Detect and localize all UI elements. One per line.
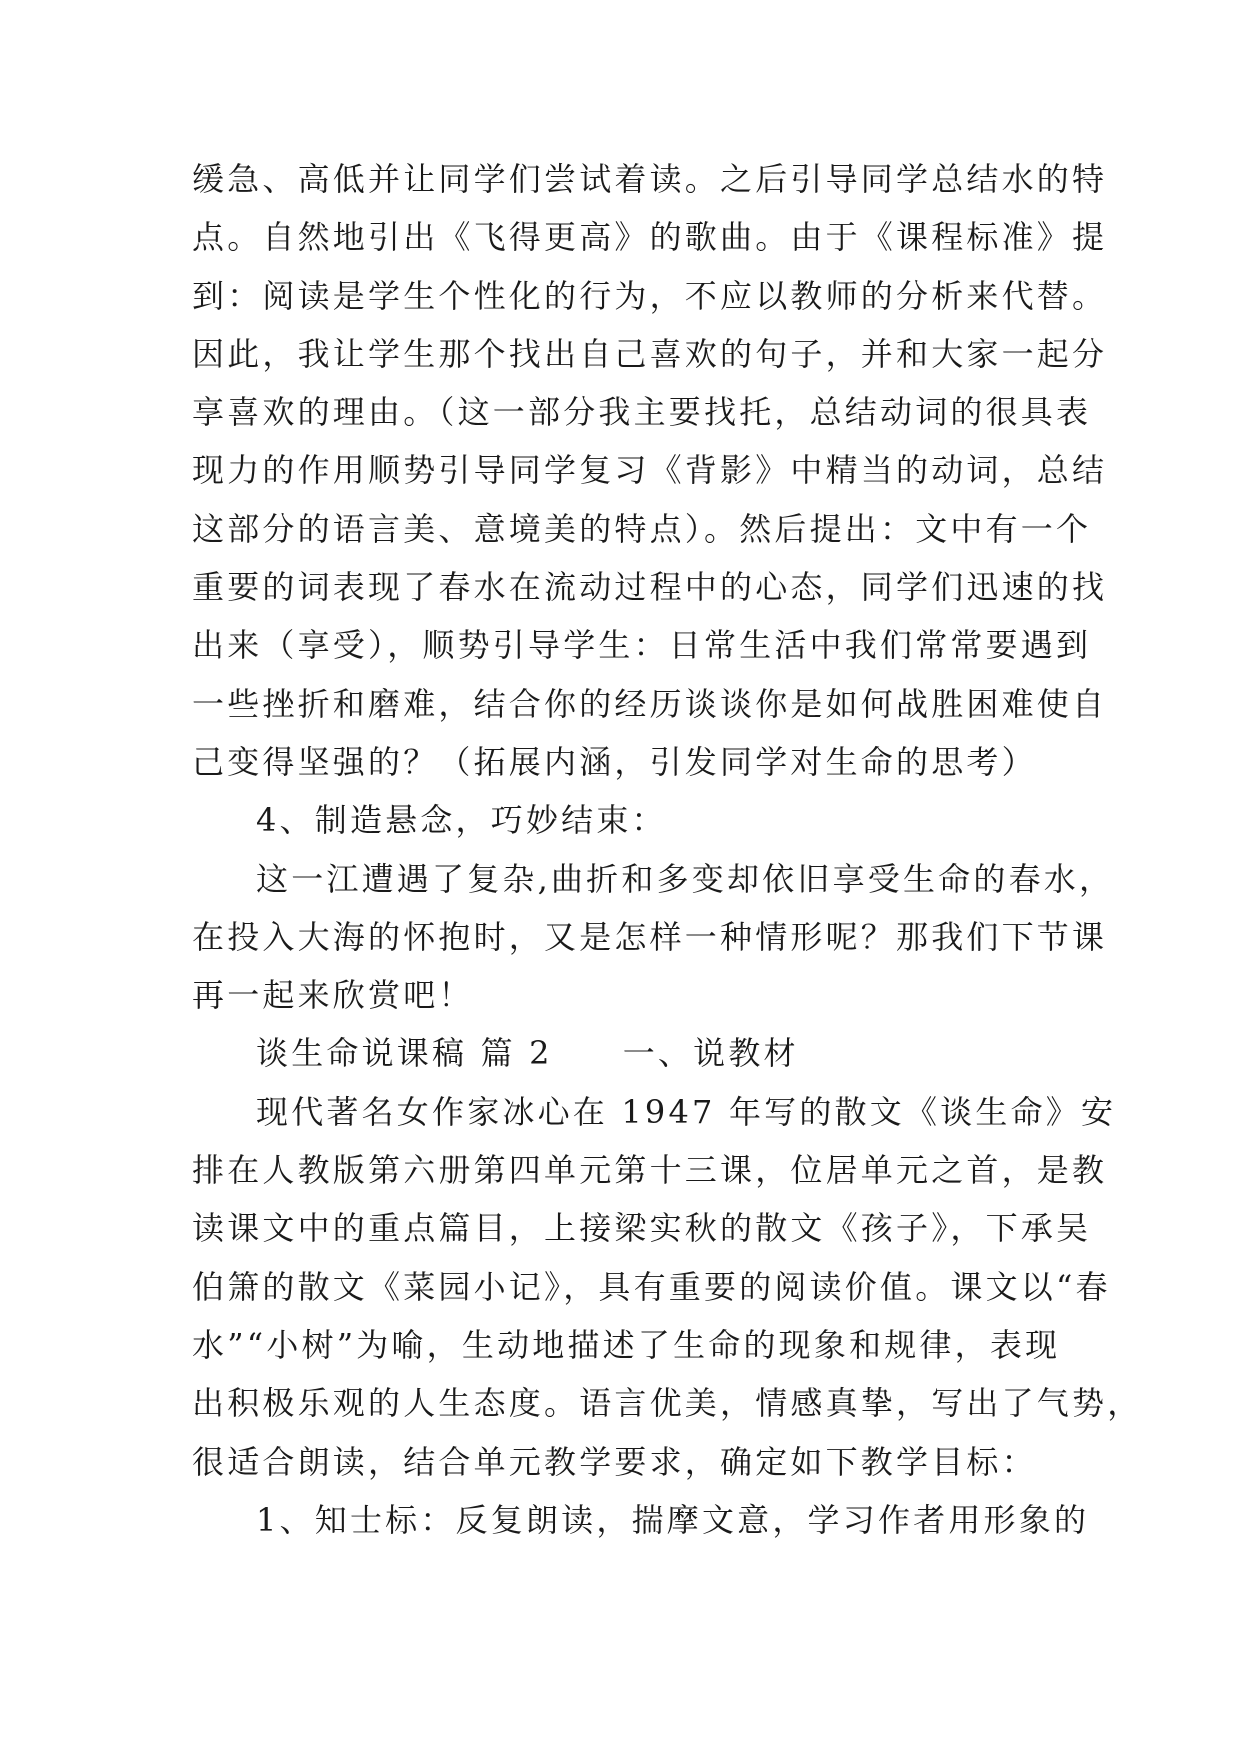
text-line: 出积极乐观的人生态度。语言优美，情感真挚，写出了气势， [192,1384,1143,1423]
body-text [192,150,1143,1549]
text-line: 缓急、高低并让同学们尝试着读。之后引导同学总结水的特 [192,160,1108,198]
text-line: 一些挫折和磨难，结合你的经历谈谈你是如何战胜困难使自 [192,684,1108,723]
article-heading-line [192,1024,1072,1082]
text-line: 读课文中的重点篇目，上接梁实秋的散文《孩子》，下承吴 [192,1209,1092,1248]
article-title: 谈生命说课稿 篇 2 [256,1034,553,1073]
text-line: 再一起来欣赏吧！ [192,976,474,1015]
paragraph-start-line: 1、知士标：反复朗读，揣摩文意，学习作者用形象的 [256,1500,1090,1539]
text-line: 出来（享受），顺势引导学生：日常生活中我们常常要遇到 [192,626,1092,665]
text-line: 到：阅读是学生个性化的行为，不应以教师的分析来代替。 [192,276,1108,315]
text-line: 很适合朗读，结合单元教学要求，确定如下教学目标： [192,1442,1037,1481]
text-line: 这部分的语言美、意境美的特点）。然后提出：文中有一个 [192,509,1092,548]
text-line: 伯箫的散文《菜园小记》，具有重要的阅读价值。课文以“春 [192,1267,1111,1306]
text-line: 在投入大海的怀抱时，又是怎样一种情形呢？那我们下节课 [192,917,1108,956]
text-line: 排在人教版第六册第四单元第十三课，位居单元之首，是教 [192,1151,1108,1190]
text-line: 重要的词表现了春水在流动过程中的心态，同学们迅速的找 [192,568,1108,607]
text-line: 现力的作用顺势引导同学复习《背影》中精当的动词，总结 [192,451,1108,490]
text-line: 点。自然地引出《飞得更高》的歌曲。由于《课程标准》提 [192,218,1108,257]
section-heading: 4、制造悬念，巧妙结束： [256,801,667,840]
text-line: 享喜欢的理由。（这一部分我主要找托，总结动词的很具表 [192,393,1092,432]
paragraph-start-line: 这一江遭遇了复杂,曲折和多变却依旧享受生命的春水， [256,859,1115,898]
text-line: 己变得坚强的？（拓展内涵，引发同学对生命的思考） [192,742,1037,781]
section-heading: 一、说教材 [622,1034,799,1073]
text-line: 水”“小树”为喻，生动地描述了生命的现象和规律，表现 [192,1325,1061,1364]
text-line: 因此，我让学生那个找出自己喜欢的句子，并和大家一起分 [192,334,1108,373]
paragraph-start-line: 现代著名女作家冰心在 1947 年写的散文《谈生命》安 [256,1092,1117,1131]
